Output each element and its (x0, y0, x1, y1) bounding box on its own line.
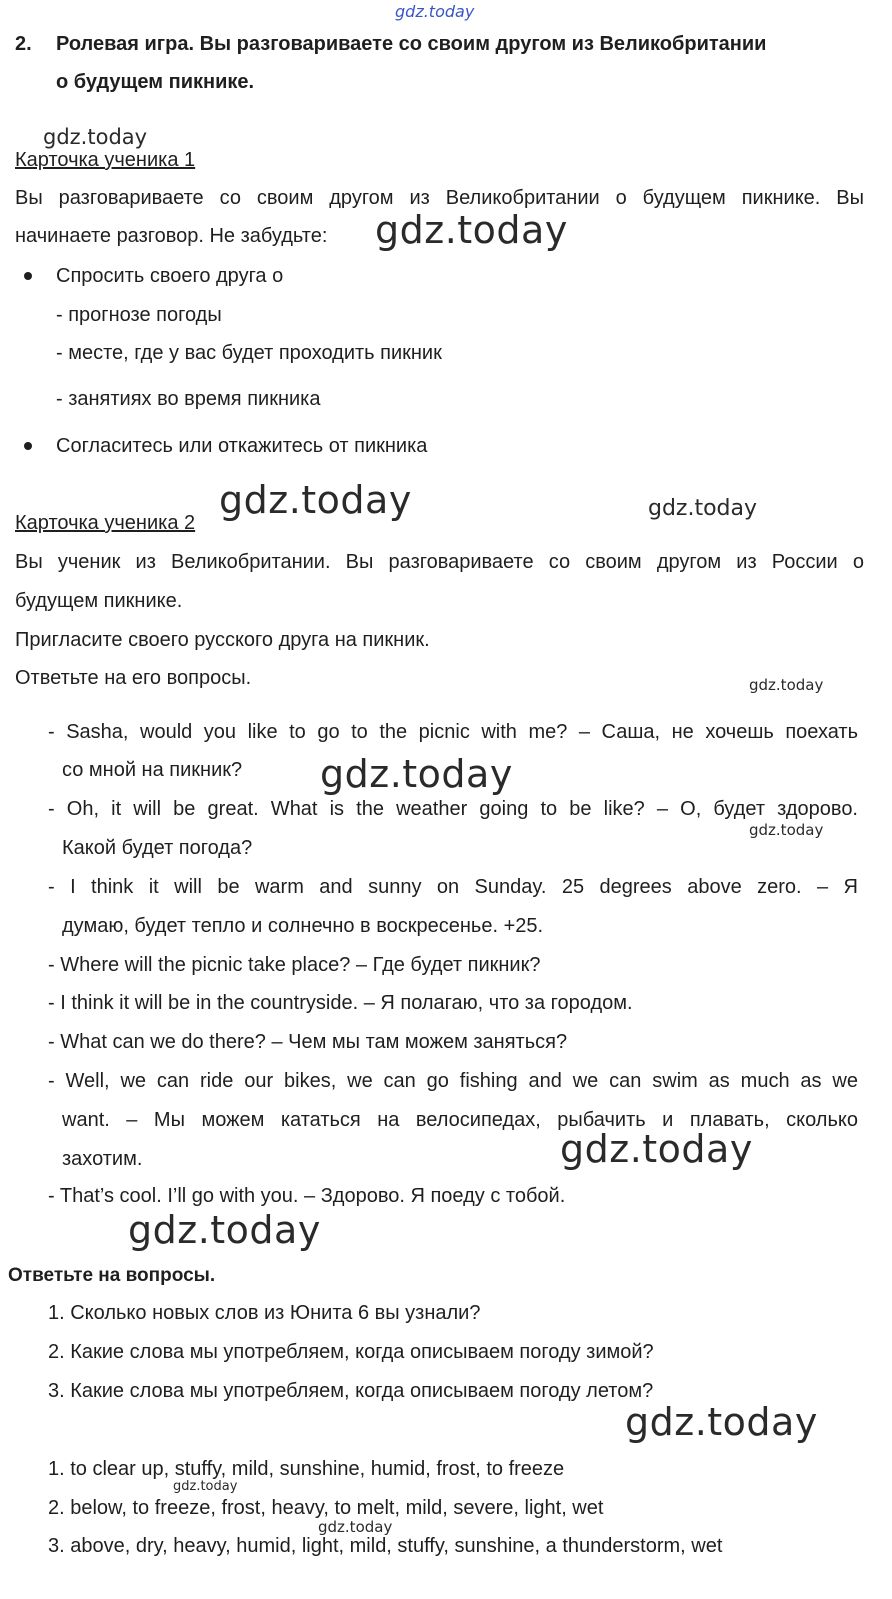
question-item: 2. Какие слова мы употребляем, когда описываем погоду зимой? (48, 1341, 654, 1363)
dialogue-line: Какой будет погода? (62, 837, 253, 859)
watermark: gdz.today (320, 752, 513, 796)
watermark: gdz.today (128, 1208, 321, 1252)
questions-heading: Ответьте на вопросы. (8, 1265, 216, 1286)
task-number: 2. (15, 33, 32, 55)
watermark: gdz.today (375, 208, 568, 252)
card1-sub3: - занятиях во время пикника (56, 388, 321, 410)
card2-line1: Вы ученик из Великобритании. Вы разговариваете со своим другом из России о (15, 551, 864, 573)
watermark: gdz.today (749, 821, 824, 839)
watermark: gdz.today (173, 1479, 238, 1494)
card2-line3: Пригласите своего русского друга на пикник. (15, 629, 430, 651)
dialogue-line: - Oh, it will be great. What is the weather going to be like? – О, будет здорово. (48, 798, 858, 820)
dialogue-line: - Well, we can ride our bikes, we can go fishing and we can swim as much as we (48, 1070, 858, 1092)
answer-item: 1. to clear up, stuffy, mild, sunshine, humid, frost, to freeze (48, 1458, 565, 1480)
card1-bullet1: Спросить своего друга о (56, 265, 284, 287)
bullet-icon (24, 442, 32, 450)
card1-line1: Вы разговариваете со своим другом из Великобритании о будущем пикнике. Вы (15, 187, 864, 209)
answer-item: 2. below, to freeze, frost, heavy, to melt, mild, severe, light, wet (48, 1497, 604, 1519)
card1-heading: Карточка ученика 1 (15, 149, 196, 171)
watermark: gdz.today (318, 1518, 393, 1536)
watermark-top: gdz.today (395, 2, 475, 21)
dialogue-line: - Where will the picnic take place? – Где будет пикник? (48, 954, 541, 976)
card1-sub2: - месте, где у вас будет проходить пикник (56, 342, 442, 364)
card1-bullet2: Согласитесь или откажитесь от пикника (56, 435, 428, 457)
card1-sub1: - прогнозе погоды (56, 304, 222, 326)
dialogue-line: думаю, будет тепло и солнечно в воскресенье. +25. (62, 915, 544, 937)
card2-heading: Карточка ученика 2 (15, 512, 196, 534)
watermark: gdz.today (560, 1127, 753, 1171)
answer-item: 3. above, dry, heavy, humid, light, mild, stuffy, sunshine, a thunderstorm, wet (48, 1535, 723, 1557)
watermark: gdz.today (219, 478, 412, 522)
dialogue-line: со мной на пикник? (62, 759, 243, 781)
card2-line2: будущем пикнике. (15, 590, 183, 612)
watermark: gdz.today (43, 125, 148, 149)
dialogue-line: захотим. (62, 1148, 143, 1170)
question-item: 1. Сколько новых слов из Юнита 6 вы узнали? (48, 1302, 481, 1324)
card2-line4: Ответьте на его вопросы. (15, 667, 252, 689)
dialogue-line: - I think it will be in the countryside. – Я полагаю, что за городом. (48, 992, 633, 1014)
dialogue-line: want. – Мы можем кататься на велосипедах, рыбачить и плавать, сколько (62, 1109, 858, 1131)
watermark: gdz.today (648, 496, 758, 521)
dialogue-line: - That’s cool. I’ll go with you. – Здорово. Я поеду с тобой. (48, 1185, 566, 1207)
task-title-line2: о будущем пикнике. (56, 71, 255, 93)
dialogue-line: - What can we do there? – Чем мы там можем заняться? (48, 1031, 568, 1053)
watermark: gdz.today (749, 676, 824, 694)
watermark: gdz.today (625, 1400, 818, 1444)
task-title-line1: Ролевая игра. Вы разговариваете со своим другом из Великобритании (56, 33, 767, 55)
dialogue-line: - I think it will be warm and sunny on Sunday. 25 degrees above zero. – Я (48, 876, 858, 898)
card1-line2: начинаете разговор. Не забудьте: (15, 225, 328, 247)
bullet-icon (24, 272, 32, 280)
question-item: 3. Какие слова мы употребляем, когда описываем погоду летом? (48, 1380, 654, 1402)
dialogue-line: - Sasha, would you like to go to the picnic with me? – Саша, не хочешь поехать (48, 721, 858, 743)
